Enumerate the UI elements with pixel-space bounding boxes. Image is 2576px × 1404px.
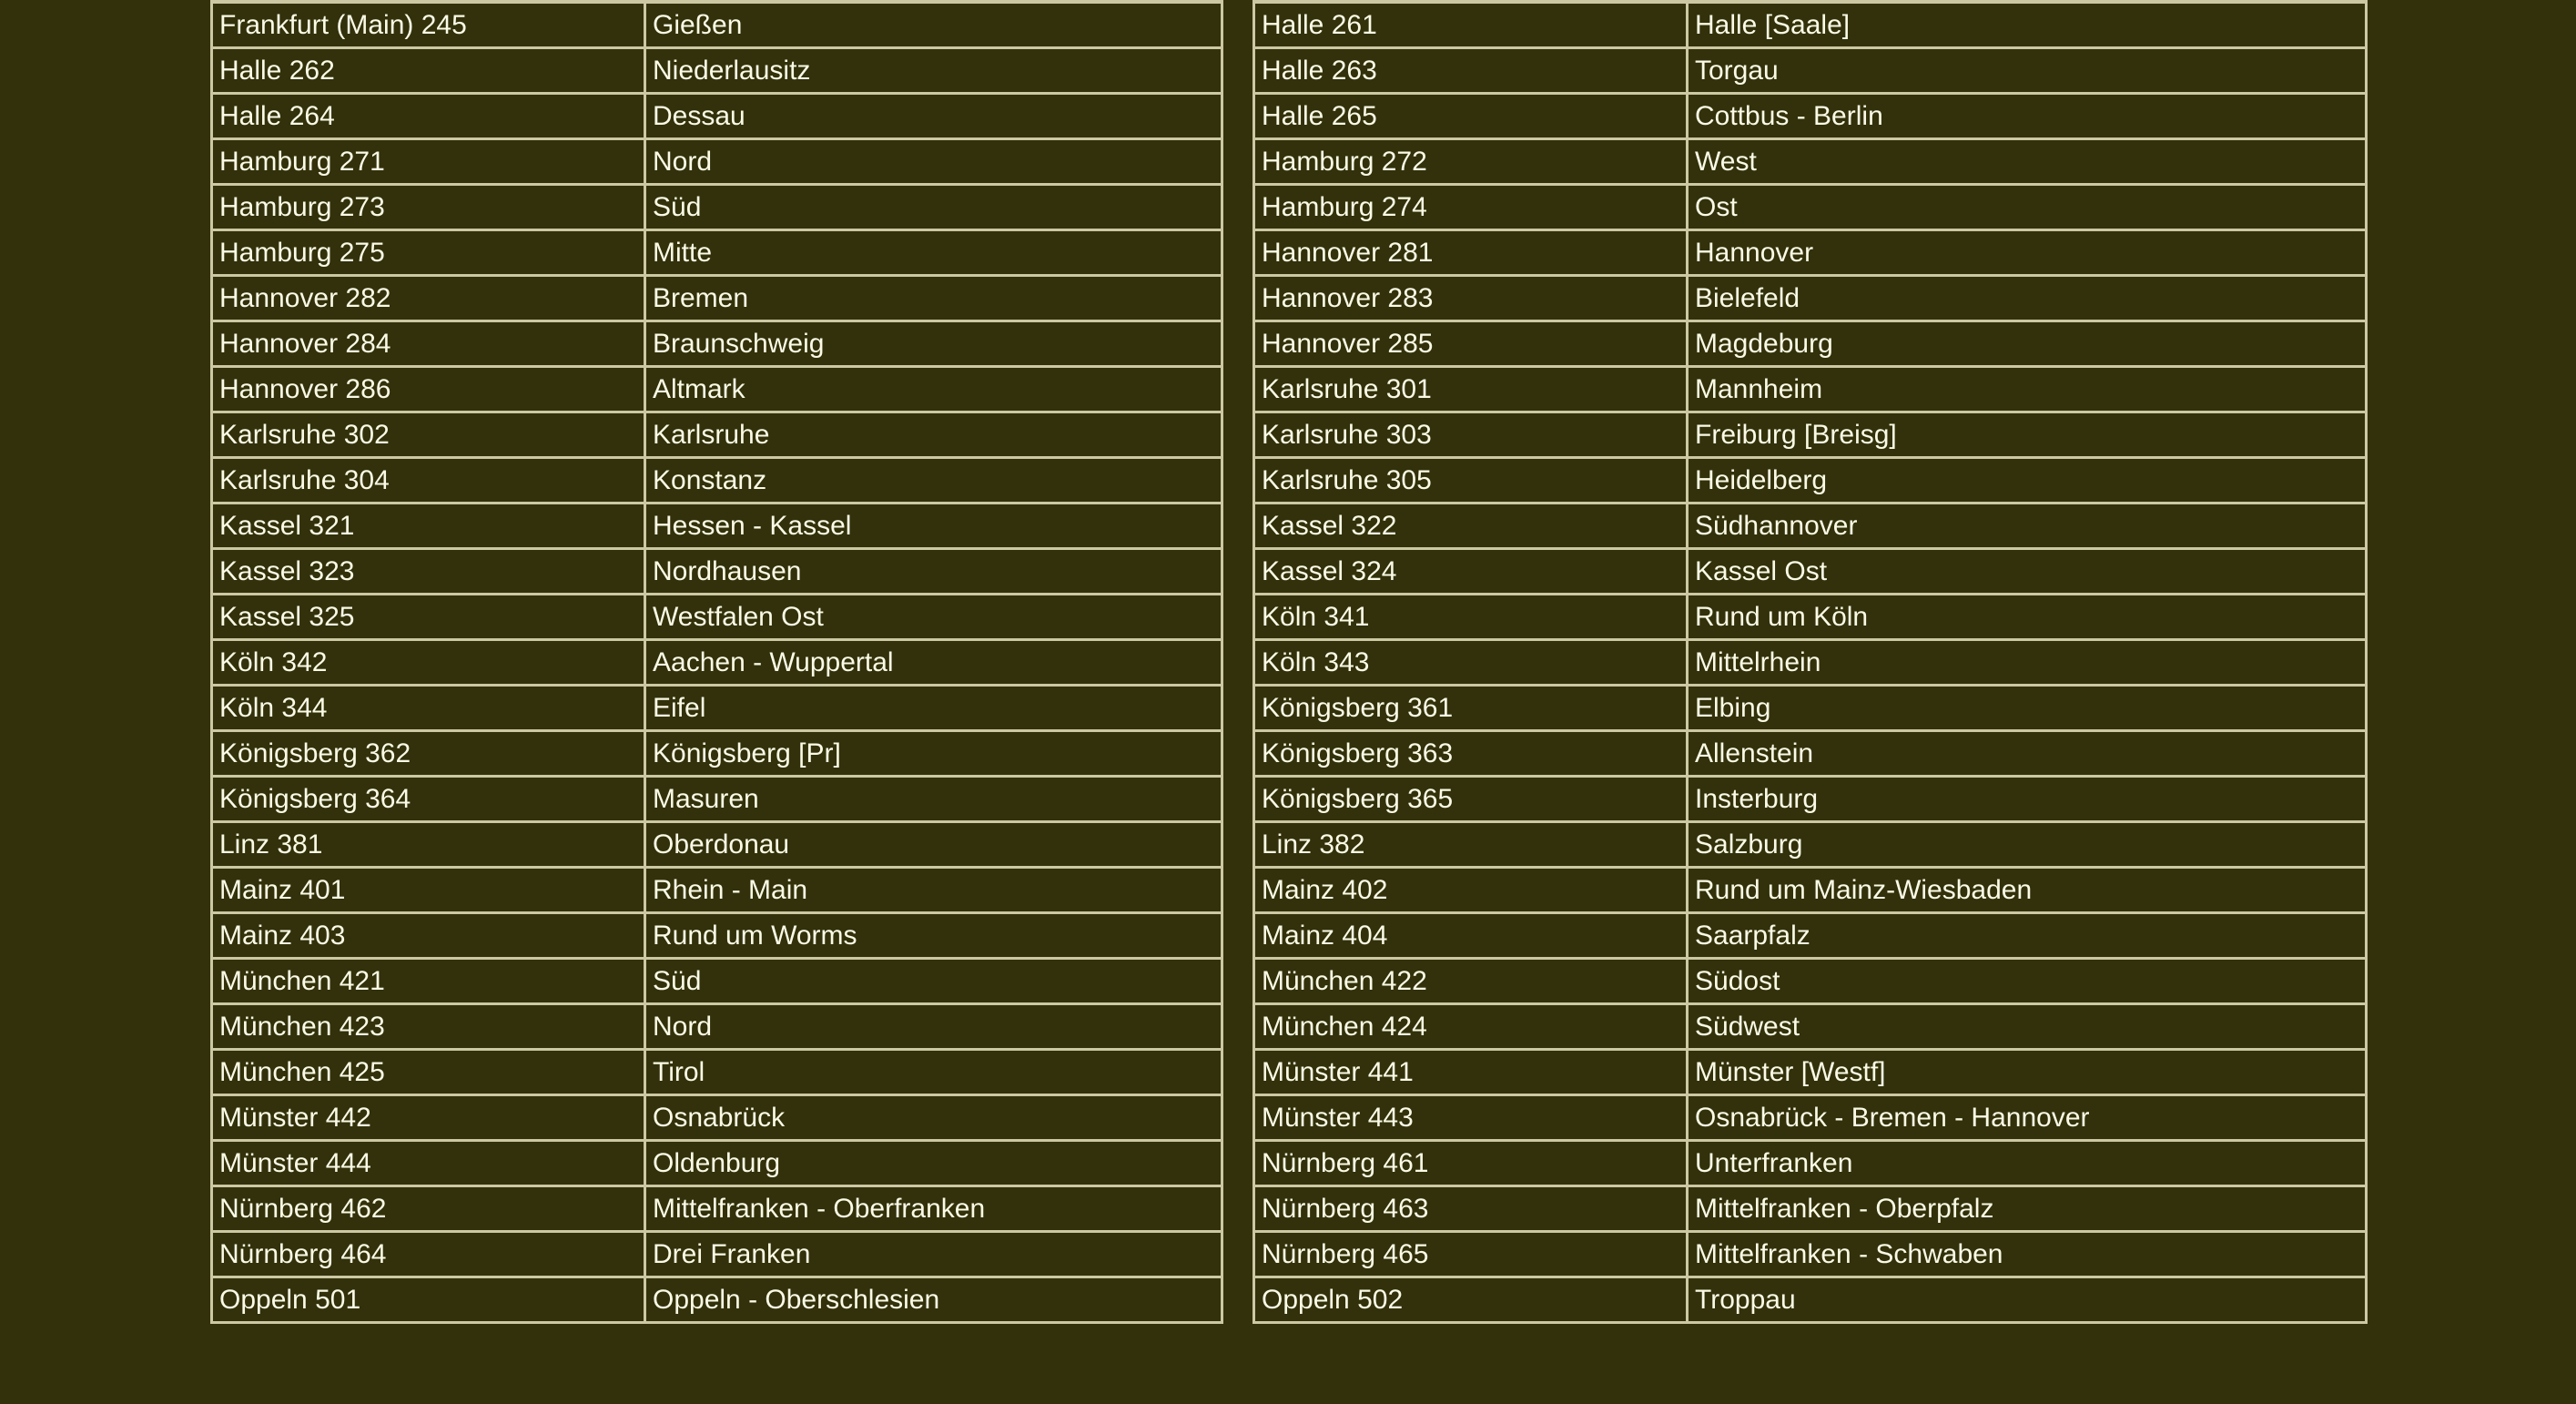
- district-code-cell: Linz 382: [1254, 822, 1688, 868]
- table-row: [212, 1186, 1222, 1232]
- table-row: [212, 822, 1222, 868]
- district-name-cell: Drei Franken: [645, 1232, 1222, 1277]
- table-row: [1254, 230, 2367, 276]
- district-code-cell: Hannover 286: [212, 367, 645, 412]
- table-row: [1254, 367, 2367, 412]
- district-name-cell: Salzburg: [1688, 822, 2367, 868]
- district-name-cell: Masuren: [645, 777, 1222, 822]
- table-row: [212, 48, 1222, 94]
- district-code-cell: München 424: [1254, 1004, 1688, 1050]
- table-row: [1254, 48, 2367, 94]
- district-code-cell: Halle 264: [212, 94, 645, 139]
- district-code-cell: Karlsruhe 304: [212, 458, 645, 504]
- district-name-cell: Südost: [1688, 959, 2367, 1004]
- table-row: [212, 777, 1222, 822]
- district-code-cell: München 421: [212, 959, 645, 1004]
- table-row: [1254, 549, 2367, 595]
- table-row: [1254, 1095, 2367, 1141]
- district-code-cell: Kassel 325: [212, 595, 645, 640]
- district-code-cell: Kassel 324: [1254, 549, 1688, 595]
- table-row: [1254, 1050, 2367, 1095]
- table-row: [212, 412, 1222, 458]
- district-code-cell: Halle 263: [1254, 48, 1688, 94]
- district-code-cell: Karlsruhe 305: [1254, 458, 1688, 504]
- district-name-cell: Königsberg [Pr]: [645, 731, 1222, 777]
- district-code-cell: Karlsruhe 303: [1254, 412, 1688, 458]
- district-code-cell: Köln 343: [1254, 640, 1688, 686]
- district-name-cell: Nordhausen: [645, 549, 1222, 595]
- district-code-cell: Kassel 323: [212, 549, 645, 595]
- district-name-cell: Insterburg: [1688, 777, 2367, 822]
- district-name-cell: Torgau: [1688, 48, 2367, 94]
- district-name-cell: Freiburg [Breisg]: [1688, 412, 2367, 458]
- district-name-cell: Südwest: [1688, 1004, 2367, 1050]
- district-code-cell: Hannover 283: [1254, 276, 1688, 321]
- district-name-cell: Rund um Worms: [645, 913, 1222, 959]
- district-code-cell: Königsberg 362: [212, 731, 645, 777]
- district-code-cell: Karlsruhe 301: [1254, 367, 1688, 412]
- table-row: [212, 731, 1222, 777]
- district-name-cell: Magdeburg: [1688, 321, 2367, 367]
- district-name-cell: Osnabrück - Bremen - Hannover: [1688, 1095, 2367, 1141]
- district-name-cell: Rund um Mainz-Wiesbaden: [1688, 868, 2367, 913]
- district-code-cell: Münster 442: [212, 1095, 645, 1141]
- district-code-cell: Mainz 403: [212, 913, 645, 959]
- table-row: [1254, 412, 2367, 458]
- district-name-cell: Nord: [645, 1004, 1222, 1050]
- table-row: [212, 139, 1222, 185]
- table-row: [1254, 1004, 2367, 1050]
- district-code-cell: Nürnberg 462: [212, 1186, 645, 1232]
- table-row: [212, 1050, 1222, 1095]
- district-name-cell: Rund um Köln: [1688, 595, 2367, 640]
- table-row: [1254, 276, 2367, 321]
- district-code-cell: Königsberg 364: [212, 777, 645, 822]
- table-row: [212, 94, 1222, 139]
- district-name-cell: Mannheim: [1688, 367, 2367, 412]
- table-row: [1254, 1141, 2367, 1186]
- district-name-cell: Eifel: [645, 686, 1222, 731]
- table-row: [212, 913, 1222, 959]
- right-table-body: [1254, 0, 2367, 1323]
- table-row: [1254, 139, 2367, 185]
- district-name-cell: Osnabrück: [645, 1095, 1222, 1141]
- table-row: [1254, 185, 2367, 230]
- district-code-cell: Königsberg 363: [1254, 731, 1688, 777]
- table-row: [1254, 913, 2367, 959]
- district-name-cell: Südhannover: [1688, 504, 2367, 549]
- district-name-cell: Oberdonau: [645, 822, 1222, 868]
- district-code-cell: Nürnberg 464: [212, 1232, 645, 1277]
- district-name-cell: Münster [Westf]: [1688, 1050, 2367, 1095]
- district-code-cell: Hannover 281: [1254, 230, 1688, 276]
- table-row: [1254, 1277, 2367, 1323]
- district-code-cell: Halle 265: [1254, 94, 1688, 139]
- district-code-cell: München 425: [212, 1050, 645, 1095]
- table-row: [1254, 868, 2367, 913]
- table-row: [1254, 959, 2367, 1004]
- district-code-cell: Kassel 321: [212, 504, 645, 549]
- district-name-cell: Mittelrhein: [1688, 640, 2367, 686]
- table-row: [212, 504, 1222, 549]
- district-code-cell: Königsberg 361: [1254, 686, 1688, 731]
- district-name-cell: Tirol: [645, 1050, 1222, 1095]
- table-row: [212, 959, 1222, 1004]
- district-name-cell: Nord: [645, 139, 1222, 185]
- district-code-cell: Münster 441: [1254, 1050, 1688, 1095]
- district-name-cell: Mittelfranken - Schwaben: [1688, 1232, 2367, 1277]
- district-name-cell: Karlsruhe: [645, 412, 1222, 458]
- table-row: [1254, 321, 2367, 367]
- district-code-cell: Halle 262: [212, 48, 645, 94]
- district-code-cell: Hannover 284: [212, 321, 645, 367]
- table-row: [212, 1277, 1222, 1323]
- table-row: [1254, 94, 2367, 139]
- table-row: [212, 1095, 1222, 1141]
- district-code-cell: München 423: [212, 1004, 645, 1050]
- district-name-cell: Hessen - Kassel: [645, 504, 1222, 549]
- table-row: [1254, 3, 2367, 48]
- table-row: [1254, 777, 2367, 822]
- right-district-table: [1253, 0, 2368, 1324]
- district-name-cell: Oldenburg: [645, 1141, 1222, 1186]
- district-code-cell: Hamburg 273: [212, 185, 645, 230]
- district-name-cell: Unterfranken: [1688, 1141, 2367, 1186]
- district-code-cell: Münster 444: [212, 1141, 645, 1186]
- district-name-cell: Heidelberg: [1688, 458, 2367, 504]
- table-row: [212, 185, 1222, 230]
- table-row: [212, 549, 1222, 595]
- district-name-cell: Aachen - Wuppertal: [645, 640, 1222, 686]
- district-code-cell: Königsberg 365: [1254, 777, 1688, 822]
- district-name-cell: Rhein - Main: [645, 868, 1222, 913]
- district-code-cell: Nürnberg 461: [1254, 1141, 1688, 1186]
- table-row: [1254, 822, 2367, 868]
- district-name-cell: Mitte: [645, 230, 1222, 276]
- table-row: [1254, 1186, 2367, 1232]
- district-name-cell: Cottbus - Berlin: [1688, 94, 2367, 139]
- district-name-cell: Gießen: [645, 3, 1222, 48]
- district-code-cell: Hamburg 275: [212, 230, 645, 276]
- left-table-body: [212, 0, 1222, 1323]
- table-row: [212, 686, 1222, 731]
- district-name-cell: Braunschweig: [645, 321, 1222, 367]
- table-row: [212, 1232, 1222, 1277]
- table-row: [212, 868, 1222, 913]
- table-row: [212, 640, 1222, 686]
- district-code-cell: Mainz 404: [1254, 913, 1688, 959]
- district-name-cell: Ost: [1688, 185, 2367, 230]
- table-row: [212, 230, 1222, 276]
- district-code-cell: Frankfurt (Main) 245: [212, 3, 645, 48]
- table-row: [1254, 640, 2367, 686]
- district-code-cell: München 422: [1254, 959, 1688, 1004]
- district-code-cell: Nürnberg 463: [1254, 1186, 1688, 1232]
- district-code-cell: Köln 341: [1254, 595, 1688, 640]
- district-name-cell: Konstanz: [645, 458, 1222, 504]
- district-code-cell: Linz 381: [212, 822, 645, 868]
- district-name-cell: Süd: [645, 185, 1222, 230]
- district-code-cell: Nürnberg 465: [1254, 1232, 1688, 1277]
- district-code-cell: Kassel 322: [1254, 504, 1688, 549]
- table-row: [212, 458, 1222, 504]
- left-district-table: [210, 0, 1223, 1324]
- district-code-cell: Oppeln 501: [212, 1277, 645, 1323]
- district-code-cell: Münster 443: [1254, 1095, 1688, 1141]
- district-name-cell: Allenstein: [1688, 731, 2367, 777]
- district-name-cell: Troppau: [1688, 1277, 2367, 1323]
- district-code-cell: Karlsruhe 302: [212, 412, 645, 458]
- district-name-cell: Oppeln - Oberschlesien: [645, 1277, 1222, 1323]
- district-code-cell: Hannover 285: [1254, 321, 1688, 367]
- table-row: [1254, 731, 2367, 777]
- district-code-cell: Halle 261: [1254, 3, 1688, 48]
- table-row: [212, 367, 1222, 412]
- district-name-cell: Saarpfalz: [1688, 913, 2367, 959]
- district-code-cell: Hamburg 274: [1254, 185, 1688, 230]
- table-row: [212, 595, 1222, 640]
- district-name-cell: Niederlausitz: [645, 48, 1222, 94]
- district-name-cell: Süd: [645, 959, 1222, 1004]
- district-code-cell: Hamburg 272: [1254, 139, 1688, 185]
- district-name-cell: Kassel Ost: [1688, 549, 2367, 595]
- table-row: [212, 276, 1222, 321]
- district-name-cell: Mittelfranken - Oberpfalz: [1688, 1186, 2367, 1232]
- district-name-cell: Dessau: [645, 94, 1222, 139]
- district-name-cell: Mittelfranken - Oberfranken: [645, 1186, 1222, 1232]
- district-name-cell: Bielefeld: [1688, 276, 2367, 321]
- district-code-cell: Hamburg 271: [212, 139, 645, 185]
- table-row: [1254, 1232, 2367, 1277]
- district-name-cell: Westfalen Ost: [645, 595, 1222, 640]
- table-row: [212, 1004, 1222, 1050]
- table-row: [1254, 504, 2367, 549]
- district-name-cell: Hannover: [1688, 230, 2367, 276]
- district-name-cell: Altmark: [645, 367, 1222, 412]
- table-row: [212, 1141, 1222, 1186]
- table-row: [212, 3, 1222, 48]
- district-code-cell: Mainz 401: [212, 868, 645, 913]
- table-row: [1254, 458, 2367, 504]
- table-row: [212, 321, 1222, 367]
- table-row: [1254, 686, 2367, 731]
- district-code-cell: Köln 344: [212, 686, 645, 731]
- district-code-cell: Mainz 402: [1254, 868, 1688, 913]
- district-name-cell: Bremen: [645, 276, 1222, 321]
- district-code-cell: Oppeln 502: [1254, 1277, 1688, 1323]
- district-name-cell: Halle [Saale]: [1688, 3, 2367, 48]
- district-name-cell: Elbing: [1688, 686, 2367, 731]
- district-name-cell: West: [1688, 139, 2367, 185]
- district-code-cell: Hannover 282: [212, 276, 645, 321]
- district-code-cell: Köln 342: [212, 640, 645, 686]
- table-row: [1254, 595, 2367, 640]
